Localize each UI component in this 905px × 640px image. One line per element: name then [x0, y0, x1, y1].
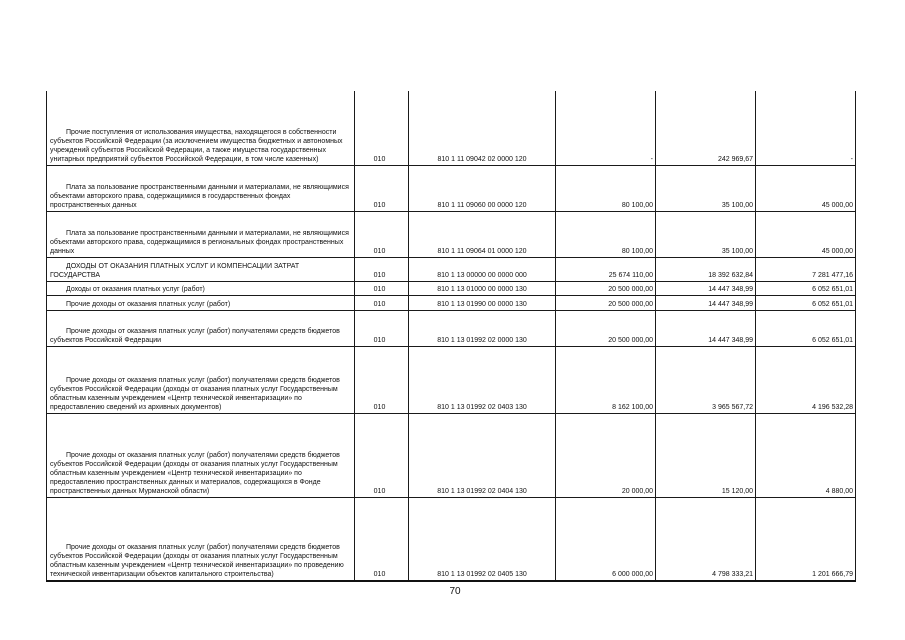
revenue-name-cell: Прочие доходы от оказания платных услуг (работ) получателями средств бюджетов субъектов Российской Федерации (доходы от оказания платных услуг Государственным областным казенным учреждением «Центр технической инвентаризации» по проведению технической инвентаризации объектов капитального строительства) [47, 497, 355, 581]
approved-plan-cell: 20 000,00 [556, 413, 656, 497]
classification-code-cell: 810 1 13 01992 02 0405 130 [409, 497, 556, 581]
unexecuted-amount-cell: 45 000,00 [756, 211, 856, 257]
executed-amount-cell: 242 969,67 [656, 91, 756, 165]
line-code-cell: 010 [355, 346, 409, 413]
table-row [47, 281, 856, 295]
line-code-cell: 010 [355, 497, 409, 581]
unexecuted-amount-cell: 4 880,00 [756, 413, 856, 497]
executed-amount-cell: 15 120,00 [656, 413, 756, 497]
executed-amount-cell: 35 100,00 [656, 211, 756, 257]
table-row [47, 165, 856, 211]
approved-plan-cell: 20 500 000,00 [556, 281, 656, 295]
line-code-cell: 010 [355, 91, 409, 165]
unexecuted-amount-cell: 4 196 532,28 [756, 346, 856, 413]
unexecuted-amount-cell: 6 052 651,01 [756, 295, 856, 310]
approved-plan-cell: 25 674 110,00 [556, 257, 656, 281]
executed-amount-cell: 4 798 333,21 [656, 497, 756, 581]
classification-code-cell: 810 1 13 01992 02 0000 130 [409, 310, 556, 346]
revenue-table [46, 91, 856, 582]
classification-code-cell: 810 1 13 01992 02 0403 130 [409, 346, 556, 413]
revenue-name-cell: Прочие доходы от оказания платных услуг (работ) получателями средств бюджетов субъектов Российской Федерации (доходы от оказания платных услуг Государственным областным казенным учреждением «Центр технической инвентаризации» по предоставлению сведений из архивных документов) [47, 346, 355, 413]
table-row [47, 91, 856, 165]
approved-plan-cell: - [556, 91, 656, 165]
revenue-name-cell: Плата за пользование пространственными данными и материалами, не являющимися объектами авторского права, содержащимися в государственных фондах пространственных данных [47, 165, 355, 211]
line-code-cell: 010 [355, 310, 409, 346]
approved-plan-cell: 6 000 000,00 [556, 497, 656, 581]
table-row [47, 211, 856, 257]
revenue-name-cell: Плата за пользование пространственными данными и материалами, не являющимися объектами авторского права, содержащимися в региональных фондах пространственных данных [47, 211, 355, 257]
line-code-cell: 010 [355, 257, 409, 281]
revenue-name-cell: ДОХОДЫ ОТ ОКАЗАНИЯ ПЛАТНЫХ УСЛУГ И КОМПЕНСАЦИИ ЗАТРАТ ГОСУДАРСТВА [47, 257, 355, 281]
approved-plan-cell: 20 500 000,00 [556, 295, 656, 310]
line-code-cell: 010 [355, 413, 409, 497]
classification-code-cell: 810 1 13 01000 00 0000 130 [409, 281, 556, 295]
table-row [47, 413, 856, 497]
line-code-cell: 010 [355, 295, 409, 310]
table-row [47, 346, 856, 413]
classification-code-cell: 810 1 13 00000 00 0000 000 [409, 257, 556, 281]
unexecuted-amount-cell: 6 052 651,01 [756, 310, 856, 346]
unexecuted-amount-cell: 7 281 477,16 [756, 257, 856, 281]
revenue-name-cell: Прочие доходы от оказания платных услуг (работ) получателями средств бюджетов субъектов Российской Федерации [47, 310, 355, 346]
executed-amount-cell: 3 965 567,72 [656, 346, 756, 413]
classification-code-cell: 810 1 13 01990 00 0000 130 [409, 295, 556, 310]
approved-plan-cell: 8 162 100,00 [556, 346, 656, 413]
table-row [47, 310, 856, 346]
approved-plan-cell: 20 500 000,00 [556, 310, 656, 346]
revenue-name-cell: Прочие поступления от использования имущества, находящегося в собственности субъектов Российской Федерации (за исключением имущества бюджетных и автономных учреждений субъектов Российской Федерации, а также имущества государственных унитарных предприятий субъектов Российской Федерации, в том числе казенных) [47, 91, 355, 165]
executed-amount-cell: 14 447 348,99 [656, 310, 756, 346]
line-code-cell: 010 [355, 281, 409, 295]
unexecuted-amount-cell: 45 000,00 [756, 165, 856, 211]
classification-code-cell: 810 1 11 09064 01 0000 120 [409, 211, 556, 257]
executed-amount-cell: 35 100,00 [656, 165, 756, 211]
unexecuted-amount-cell: - [756, 91, 856, 165]
table-row [47, 257, 856, 281]
executed-amount-cell: 14 447 348,99 [656, 295, 756, 310]
line-code-cell: 010 [355, 211, 409, 257]
revenue-name-cell: Прочие доходы от оказания платных услуг (работ) получателями средств бюджетов субъектов Российской Федерации (доходы от оказания платных услуг Государственным областным казенным учреждением «Центр технической инвентаризации» по предоставлению пространственных данных и материалов, содержащихся в Фонде пространственных данных Мурманской области) [47, 413, 355, 497]
executed-amount-cell: 14 447 348,99 [656, 281, 756, 295]
unexecuted-amount-cell: 1 201 666,79 [756, 497, 856, 581]
revenue-name-cell: Доходы от оказания платных услуг (работ) [47, 281, 355, 295]
revenue-name-cell: Прочие доходы от оказания платных услуг (работ) [47, 295, 355, 310]
classification-code-cell: 810 1 11 09060 00 0000 120 [409, 165, 556, 211]
approved-plan-cell: 80 100,00 [556, 211, 656, 257]
executed-amount-cell: 18 392 632,84 [656, 257, 756, 281]
table-row [47, 497, 856, 581]
approved-plan-cell: 80 100,00 [556, 165, 656, 211]
line-code-cell: 010 [355, 165, 409, 211]
classification-code-cell: 810 1 13 01992 02 0404 130 [409, 413, 556, 497]
page-number: 70 [449, 586, 461, 597]
unexecuted-amount-cell: 6 052 651,01 [756, 281, 856, 295]
classification-code-cell: 810 1 11 09042 02 0000 120 [409, 91, 556, 165]
table-row [47, 295, 856, 310]
